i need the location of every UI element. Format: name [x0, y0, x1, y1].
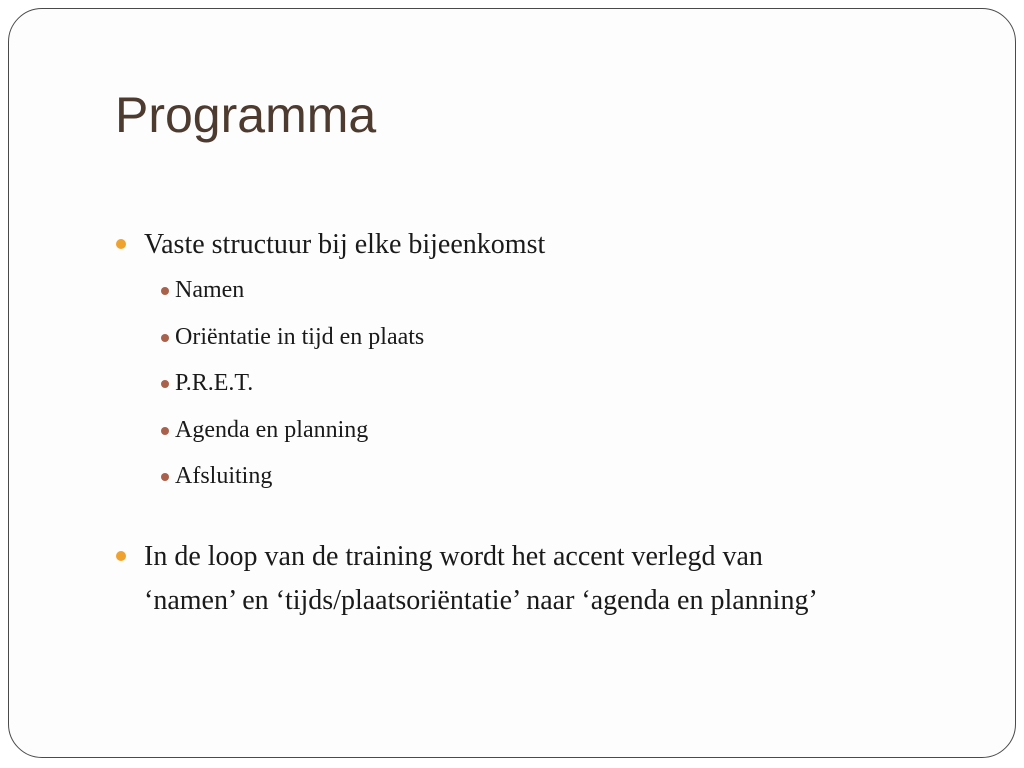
bullet-item	[115, 223, 995, 267]
bullet-text-line2: ‘namen’ en ‘tijds/plaatsoriëntatie’ naar ‘agenda en planning’	[144, 584, 818, 616]
sub-bullet-text: Namen	[175, 277, 245, 303]
bullet-dot-icon	[116, 551, 126, 561]
sub-bullet-text: P.R.E.T.	[175, 370, 254, 396]
slide	[8, 8, 1016, 758]
bullet-text-line1: In de loop van de training wordt het accent verlegd van	[144, 540, 763, 572]
sub-bullet-text: Agenda en planning	[175, 416, 369, 443]
sub-bullet-dot-icon	[161, 287, 169, 295]
sub-bullet-dot-icon	[161, 380, 169, 388]
sub-bullet-dot-icon	[161, 427, 169, 435]
sub-bullet-text: Afsluiting	[175, 463, 273, 489]
sub-bullet-dot-icon	[161, 334, 169, 342]
bullet-item	[115, 535, 995, 623]
sub-bullet-item	[115, 314, 995, 361]
sub-bullet-text: Oriëntatie in tijd en plaats	[175, 323, 425, 350]
sub-bullet-item	[115, 360, 995, 407]
sub-bullet-list	[115, 267, 995, 500]
bullet-dot-icon	[116, 239, 126, 249]
sub-bullet-item	[115, 453, 995, 500]
sub-bullet-item	[115, 267, 995, 314]
sub-bullet-item	[115, 407, 995, 454]
bullet-text: Vaste structuur bij elke bijeenkomst	[144, 229, 546, 260]
spacer	[115, 500, 995, 535]
slide-content	[115, 223, 995, 623]
slide-title: Programma	[115, 87, 377, 143]
sub-bullet-dot-icon	[161, 473, 169, 481]
